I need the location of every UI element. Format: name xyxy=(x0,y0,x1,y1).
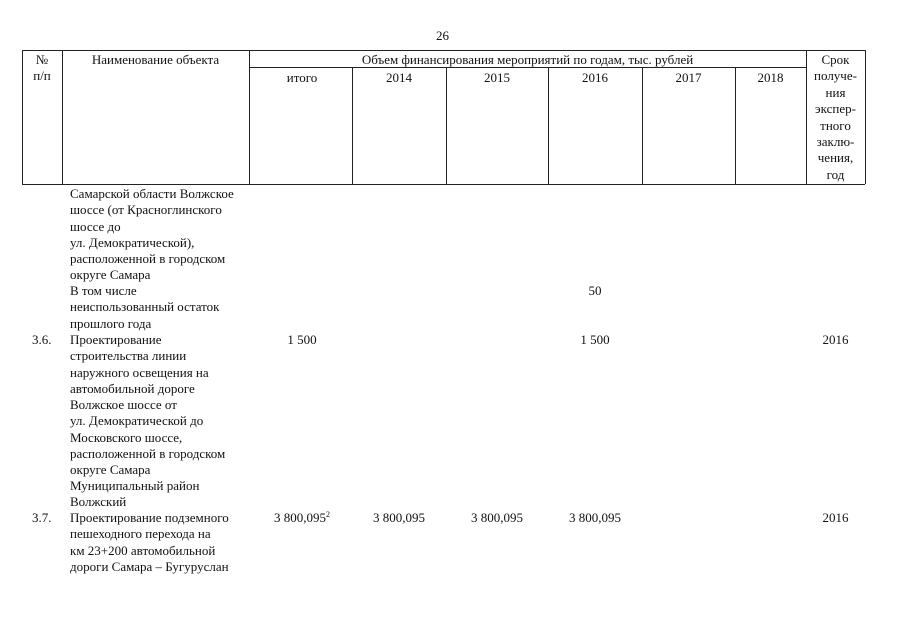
cell-2016: 50 xyxy=(588,283,602,298)
table-row-name: Муниципальный район Волжский xyxy=(70,478,200,510)
header-num-sub-label: п/п xyxy=(33,68,51,83)
header-year-2014: 2014 xyxy=(386,70,412,85)
header-year-2015: 2015 xyxy=(484,70,510,85)
header-top-border xyxy=(22,50,865,51)
header-year-2017: 2017 xyxy=(675,70,702,85)
table-row-name: В том числе неиспользованный остаток прошлого года xyxy=(70,283,220,331)
cell-2016: 3 800,095 xyxy=(569,510,621,525)
cell-2016: 1 500 xyxy=(580,332,610,347)
table-row-name: Проектирование подземного пешеходного перехода на км 23+200 автомобильной дороги Самара – Бугуруслан xyxy=(70,510,229,574)
footnote-marker: 2 xyxy=(326,510,330,519)
cell-total: 1 500 xyxy=(287,332,317,347)
page-number: 26 xyxy=(436,28,449,43)
col-border-name xyxy=(249,50,250,184)
table-row-name: Проектирование строительства линии наружного освещения на автомобильной дороге Волжское шоссе от ул. Демократической до Московского шоссе, расположенной в городском округе Самара xyxy=(70,332,226,478)
cell-term: 2016 xyxy=(822,510,849,525)
header-year-2018: 2018 xyxy=(757,70,784,85)
col-border-num xyxy=(62,50,63,184)
header-bottom-border xyxy=(22,184,865,185)
row-number: 3.6. xyxy=(32,332,52,347)
cell-2014: 3 800,095 xyxy=(373,510,425,525)
cell-2015: 3 800,095 xyxy=(471,510,523,525)
header-num-label: № xyxy=(35,52,49,67)
header-funding-label: Объем финансирования мероприятий по годам, тыс. рублей xyxy=(361,52,694,67)
col-border-right xyxy=(865,50,866,184)
header-term-label: Срок получе- ния экспер- тного заклю- чения, год xyxy=(814,52,857,182)
header-name-label: Наименование объекта xyxy=(91,52,220,67)
header-year-2016: 2016 xyxy=(582,70,608,85)
row-number: 3.7. xyxy=(32,510,52,525)
table-row-name: Самарской области Волжское шоссе (от Красноглинского шоссе до ул. Демократической), расположенной в городском округе Самара xyxy=(70,186,234,283)
cell-term: 2016 xyxy=(822,332,849,347)
header-total-label: итого xyxy=(286,70,318,85)
cell-total: 3 800,095$^2$ xyxy=(274,510,330,525)
